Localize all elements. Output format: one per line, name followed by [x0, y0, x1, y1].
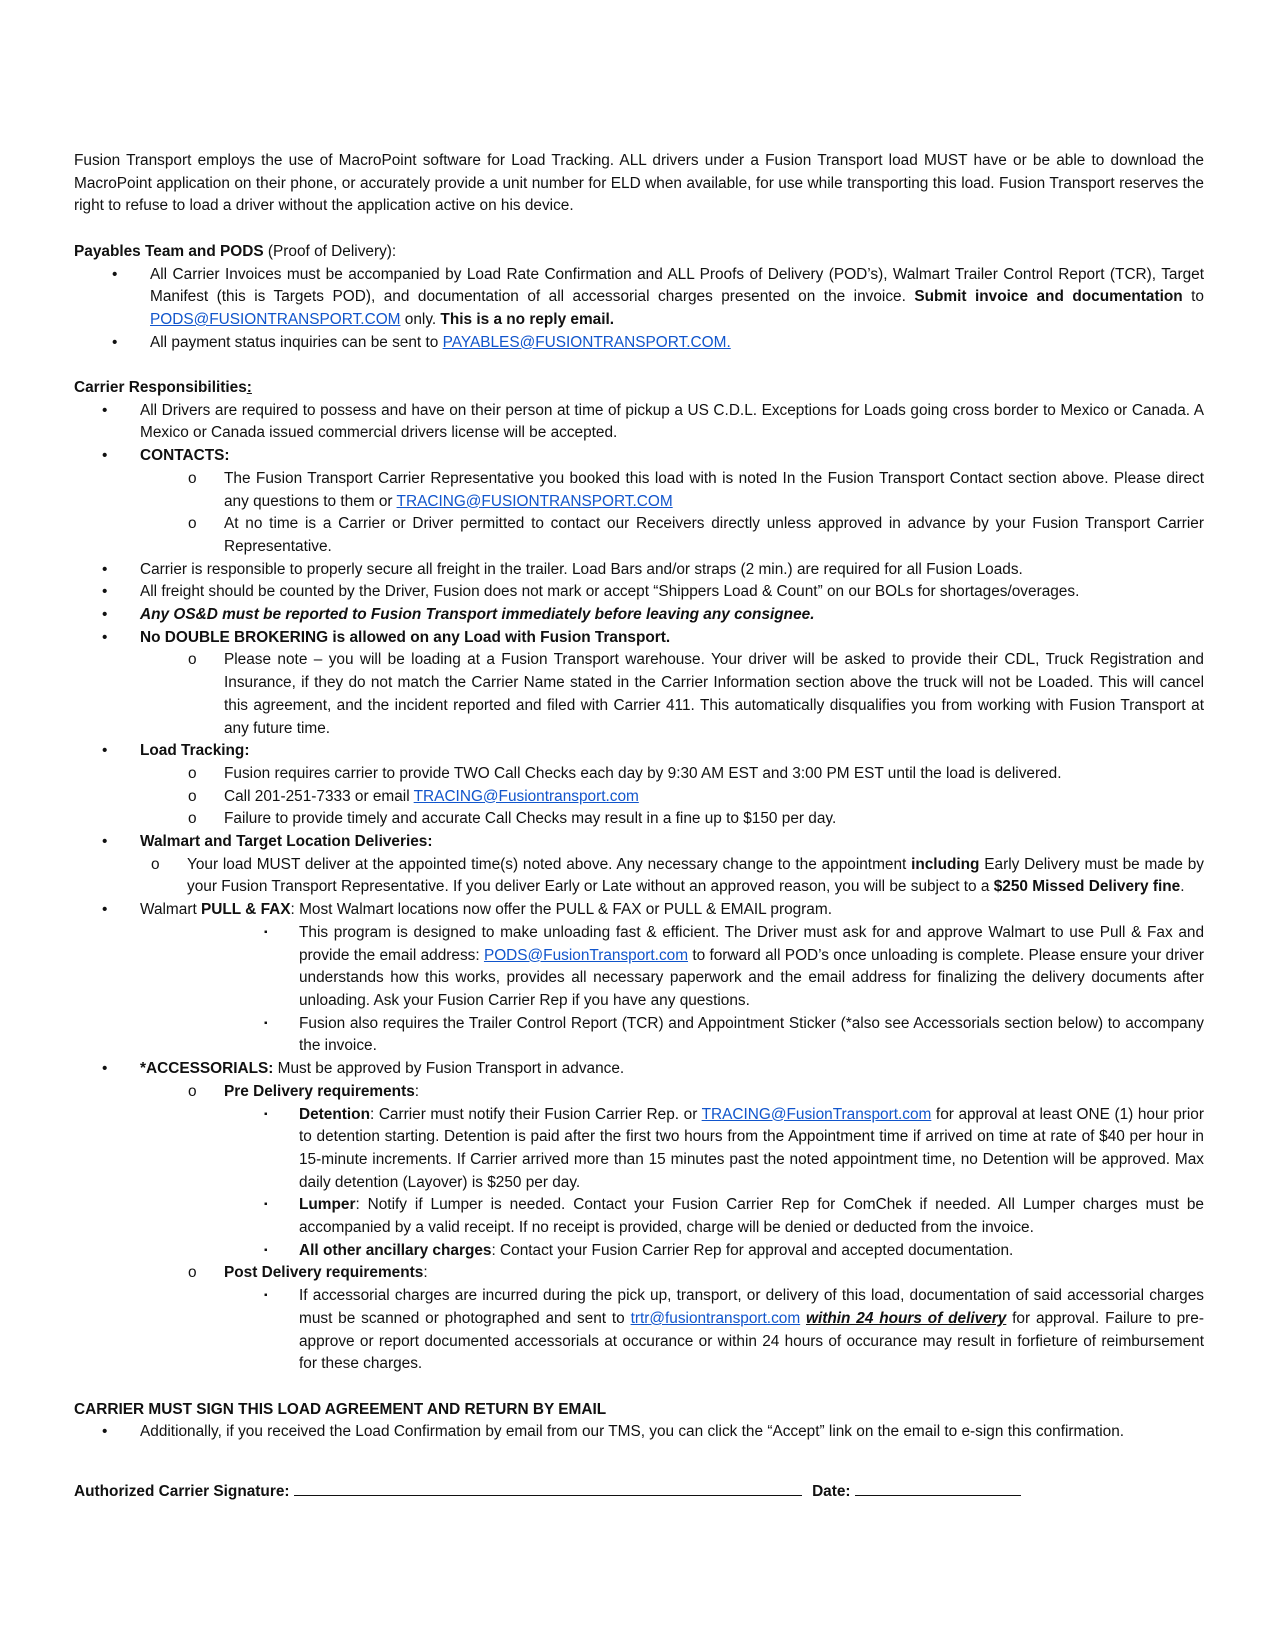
list-item: ▪ Fusion also requires the Trailer Control Report (TCR) and Appointment Sticker (*also see Accessorials section below) to accompany the invoice. — [264, 1014, 1204, 1055]
list-item: • Carrier is responsible to properly secure all freight in the trailer. Load Bars and/or straps (2 min.) are required for all Fusion Loads. — [74, 559, 1204, 582]
circle-bullet-icon: o — [188, 1264, 197, 1282]
list-item: • *ACCESSORIALS: Must be approved by Fusion Transport in advance. — [74, 1058, 1204, 1081]
circle-bullet-icon: o — [188, 1082, 197, 1100]
date-label: Date: — [812, 1483, 851, 1501]
trtr-email-link[interactable]: trtr@fusiontransport.com — [630, 1309, 801, 1327]
list-item: • Walmart PULL & FAX: Most Walmart locations now offer the PULL & FAX or PULL & EMAIL program. — [74, 899, 1204, 922]
bullet-icon: • — [102, 401, 108, 419]
bullet-icon: • — [102, 1423, 108, 1441]
payables-heading-bold: Payables Team and PODS — [74, 242, 264, 260]
list-item: o At no time is a Carrier or Driver permitted to contact our Receivers directly unless approved in advance by your Fusion Transport Carrier Representative. — [188, 515, 1204, 555]
bullet-icon: • — [102, 560, 108, 578]
list-item: o Call 201-251-7333 or email TRACING@Fusiontransport.com — [74, 786, 1204, 809]
square-bullet-icon: ▪ — [264, 1290, 268, 1302]
sign-heading: CARRIER MUST SIGN THIS LOAD AGREEMENT AND RETURN BY EMAIL — [74, 1400, 607, 1418]
tracing-email-link[interactable]: TRACING@FUSIONTRANSPORT.COM — [396, 492, 673, 510]
square-bullet-icon: ▪ — [264, 1017, 268, 1029]
signature-line[interactable] — [294, 1480, 802, 1496]
list-item: ▪ This program is designed to make unloading fast & efficient. The Driver must ask for and approve Walmart to use Pull & Fax and provide the email address: PODS@FusionTransport.com to forward all POD’s once unloading is complete. Please ensure your driver understands how this works, provides all necessary paperwork and the email address for finalizing the delivery documents after unloading. Ask your Fusion Carrier Rep if you have any questions. — [264, 923, 1204, 1009]
square-bullet-icon: ▪ — [264, 1199, 268, 1211]
list-item: o Please note – you will be loading at a Fusion Transport warehouse. Your driver will be asked to provide their CDL, Truck Registration and Insurance, if they do not match the Carrier Name stated in the Carrier Information section above the truck will not be Loaded. This will cancel this agreement, and the incident reported and filed with Carrier 411. This automatically disqualifies you from working with Fusion Transport at any future time. — [188, 651, 1204, 737]
payables-heading — [74, 241, 1204, 264]
intro-paragraph: Fusion Transport employs the use of MacroPoint software for Load Tracking. ALL drivers under a Fusion Transport load MUST have or be able to download the MacroPoint application on their phone, or accurately provide a unit number for ELD when available, for use while transporting this load. Fusion Transport reserves the right to refuse to load a driver without the application active on his device. — [74, 152, 1204, 215]
carrier-heading: Carrier Responsibilities: — [74, 379, 252, 396]
circle-bullet-icon: o — [151, 855, 160, 873]
square-bullet-icon: ▪ — [264, 1244, 268, 1256]
list-item: • Additionally, if you received the Load Confirmation by email from our TMS, you can click the “Accept” link on the email to e-sign this confirmation. — [74, 1421, 1204, 1444]
list-item: o Fusion requires carrier to provide TWO Call Checks each day by 9:30 AM EST and 3:00 PM EST until the load is delivered. — [74, 763, 1204, 786]
list-item: • No DOUBLE BROKERING is allowed on any Load with Fusion Transport. — [74, 627, 1204, 650]
list-item: • All Carrier Invoices must be accompanied by Load Rate Confirmation and ALL Proofs of Delivery (POD’s), Walmart Trailer Control Report (TCR), Target Manifest (this is Targets POD), and documentation of all accessorial charges presented on the invoice. Submit invoice and documentation to PODS@FUSIONTRANSPORT.COM only. This is a no reply email. — [112, 265, 1204, 328]
signature-row — [74, 1480, 1204, 1504]
list-item: o Your load MUST deliver at the appointed time(s) noted above. Any necessary change to the appointment including Early Delivery must be made by your Fusion Transport Representative. If you deliver Early or Late without an approved reason, you will be subject to a $250 Missed Delivery fine. — [151, 855, 1204, 896]
circle-bullet-icon: o — [188, 764, 197, 782]
document-page — [74, 150, 1204, 1504]
payables-heading-rest: (Proof of Delivery): — [263, 242, 397, 260]
signature-label: Authorized Carrier Signature: — [74, 1483, 290, 1501]
bullet-icon: • — [102, 628, 108, 646]
circle-bullet-icon: o — [188, 515, 197, 533]
list-item: • Load Tracking: — [74, 740, 1204, 763]
circle-bullet-icon: o — [188, 469, 197, 487]
circle-bullet-icon: o — [188, 651, 197, 669]
pods-email-link[interactable]: PODS@FusionTransport.com — [483, 946, 689, 964]
pods-email-link[interactable]: PODS@FUSIONTRANSPORT.COM — [150, 310, 401, 328]
list-item: • All freight should be counted by the Driver, Fusion does not mark or accept “Shippers Load & Count” on our BOLs for shortages/overages. — [74, 581, 1204, 604]
list-item: ▪ All other ancillary charges: Contact your Fusion Carrier Rep for approval and accepted documentation. — [74, 1240, 1204, 1263]
list-item: ▪ Detention: Carrier must notify their Fusion Carrier Rep. or TRACING@FusionTransport.com for approval at least ONE (1) hour prior to detention starting. Detention is paid after the first two hours from the Appointment time if arrived on time at rate of $40 per hour in 15-minute increments. If Carrier arrived more than 15 minutes past the noted appointment time, no Detention will be approved. Max daily detention (Layover) is $250 per day. — [264, 1105, 1204, 1191]
square-bullet-icon: ▪ — [264, 926, 268, 938]
tracing-email-link[interactable]: TRACING@FusionTransport.com — [701, 1105, 932, 1123]
list-item: • All payment status inquiries can be sent to PAYABLES@FUSIONTRANSPORT.COM. — [74, 332, 1204, 355]
circle-bullet-icon: o — [188, 810, 197, 828]
list-item: o Pre Delivery requirements: — [74, 1081, 1204, 1104]
bullet-icon: • — [112, 265, 118, 283]
list-item: • Any OS&D must be reported to Fusion Transport immediately before leaving any consignee. — [74, 604, 1204, 627]
bullet-icon: • — [112, 333, 118, 351]
bullet-icon: • — [102, 901, 108, 919]
list-item: ▪ Lumper: Notify if Lumper is needed. Contact your Fusion Carrier Rep for ComChek if needed. All Lumper charges must be accompanied by a valid receipt. If no receipt is provided, charge will be denied or deducted from the invoice. — [264, 1196, 1204, 1237]
list-item: • CONTACTS: — [74, 445, 1204, 468]
payables-email-link[interactable]: PAYABLES@FUSIONTRANSPORT.COM. — [442, 333, 731, 351]
bullet-icon: • — [102, 447, 108, 465]
bullet-icon: • — [102, 742, 108, 760]
list-item: o Post Delivery requirements: — [74, 1262, 1204, 1285]
list-item: o The Fusion Transport Carrier Representative you booked this load with is noted In the Fusion Transport Contact section above. Please direct any questions to them or TRACING@FUSIONTRANSPORT.COM — [188, 469, 1204, 510]
list-item: • Walmart and Target Location Deliveries: — [74, 831, 1204, 854]
list-item: ▪ If accessorial charges are incurred during the pick up, transport, or delivery of this load, documentation of said accessorial charges must be scanned or photographed and sent to trtr@fusiontransport.com within 24 hours of delivery for approval. Failure to pre-approve or report documented accessorials at occurance or within 24 hours of occurance may result in forfieture of reimbursement for these charges. — [264, 1287, 1204, 1373]
bullet-icon: • — [102, 833, 108, 851]
list-item: o Failure to provide timely and accurate Call Checks may result in a fine up to $150 per day. — [74, 808, 1204, 831]
date-line[interactable] — [855, 1480, 1021, 1496]
square-bullet-icon: ▪ — [264, 1108, 268, 1120]
bullet-icon: • — [102, 1060, 108, 1078]
bullet-icon: • — [102, 583, 108, 601]
bullet-icon: • — [102, 606, 108, 624]
tracing-email-link[interactable]: TRACING@Fusiontransport.com — [413, 787, 639, 805]
list-item: • All Drivers are required to possess and have on their person at time of pickup a US C.D.L. Exceptions for Loads going cross border to Mexico or Canada. A Mexico or Canada issued commercial drivers license will be accepted. — [102, 401, 1204, 442]
circle-bullet-icon: o — [188, 787, 197, 805]
